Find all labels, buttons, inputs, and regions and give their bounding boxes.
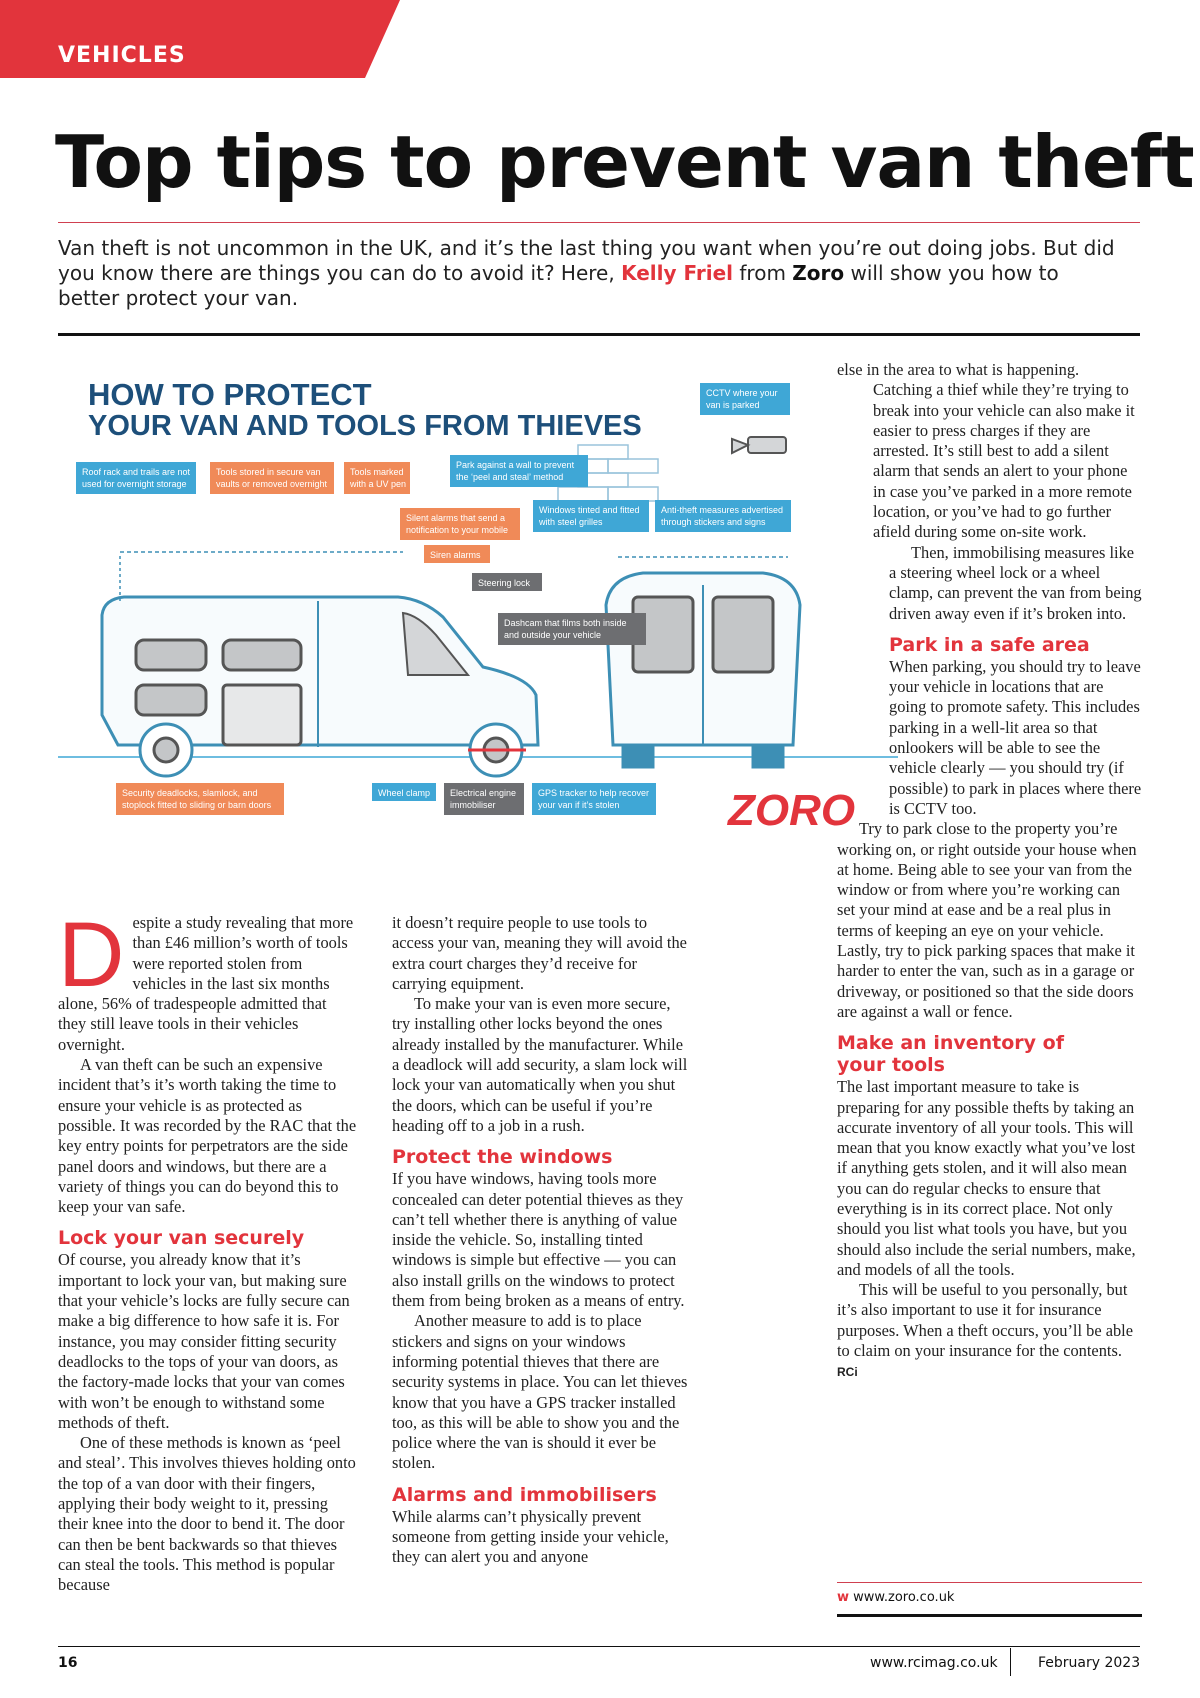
svg-text:used for overnight storage: used for overnight storage — [82, 479, 187, 489]
label-deadlocks — [116, 783, 284, 815]
subheading-lock: Lock your van securely — [58, 1227, 305, 1250]
svg-text:GPS tracker to help recover: GPS tracker to help recover — [538, 788, 650, 798]
article-column-1 — [58, 904, 358, 1596]
intro-divider — [58, 333, 1140, 336]
footer-rule — [58, 1646, 1140, 1647]
svg-text:Tools marked: Tools marked — [350, 467, 404, 477]
subheading-alarms: Alarms and immobilisers — [392, 1483, 657, 1506]
svg-text:Anti-theft measures advertised: Anti-theft measures advertised — [661, 505, 784, 515]
author-name: Kelly Friel — [621, 261, 734, 285]
web-divider-bottom — [837, 1614, 1142, 1617]
paragraph: To make your van is even more secure, try installing other locks beyond the ones already installed by the manufacturer. While a deadlock will add security, a slam lock will lock your van automatically when you shut the doors, which can be useful if you’re heading off to a job in a rush. — [392, 994, 688, 1135]
svg-text:Silent alarms that send a: Silent alarms that send a — [406, 513, 506, 523]
label-park-wall — [450, 455, 588, 487]
cctv-camera-icon — [732, 437, 786, 453]
label-roof-rack — [76, 462, 196, 494]
van-rear-view — [606, 557, 800, 767]
paragraph: While alarms can’t physically prevent someone from getting inside your vehicle, they can alert you and anyone — [392, 1506, 669, 1567]
article-column-2 — [392, 913, 692, 1568]
svg-text:and outside your vehicle: and outside your vehicle — [504, 630, 602, 640]
subheading-park: Park in a safe area — [889, 633, 1090, 656]
svg-text:van is parked: van is parked — [706, 400, 760, 410]
page-title: Top tips to prevent van theft — [55, 120, 1194, 204]
paragraph: The last important measure to take is preparing for any possible thefts by taking an accurate inventory of all your tools. This will mean that you know exactly what you’ve lost if anything gets stolen, and it will also mean you can do regular checks to ensure that everything is in its correct place. Not only should you list what tools you have, but you should also include the serial numbers, make, and models of all the tools. — [837, 1077, 1136, 1279]
svg-text:through stickers and signs: through stickers and signs — [661, 517, 766, 527]
footer-date: February 2023 — [1038, 1655, 1141, 1671]
svg-text:immobiliser: immobiliser — [450, 800, 496, 810]
subheading-windows: Protect the windows — [392, 1146, 613, 1169]
label-dashcam — [498, 613, 646, 645]
svg-text:Electrical engine: Electrical engine — [450, 788, 517, 798]
svg-text:Security deadlocks, slamlock,: Security deadlocks, slamlock, and — [122, 788, 258, 798]
label-silent-alarms — [400, 508, 520, 540]
page-number: 16 — [58, 1655, 78, 1671]
title-divider — [58, 222, 1140, 223]
svg-text:Windows tinted and fitted: Windows tinted and fitted — [539, 505, 640, 515]
footer-site: www.rcimag.co.uk — [870, 1655, 998, 1671]
footer-separator — [1010, 1648, 1011, 1676]
svg-text:Siren alarms: Siren alarms — [430, 550, 481, 560]
paragraph: it doesn’t require people to use tools to access your van, meaning they will avoid the extra court charges they’d receive for carrying equipment. — [392, 913, 687, 993]
web-link[interactable]: w www.zoro.co.uk — [837, 1590, 955, 1605]
label-immobiliser — [444, 783, 524, 815]
svg-text:with a UV pen: with a UV pen — [350, 479, 407, 489]
paragraph: Of course, you already know that it’s important to lock your van, but making sure that your vehicle’s locks are fully secure can make a big difference to how safe it is. For instance, you may consider fitting security deadlocks to the tops of your van doors, as the factory-made locks that your van comes with won’t be enough to withstand some methods of theft. — [58, 1250, 350, 1432]
paragraph: One of these methods is known as ‘peel and steal’. This involves thieves holding onto the top of a van door with their fingers, applying their body weight to it, pressing their knee into the door to bend it. The door can then be bent backwards so that thieves can steal the tools. This method is popular because — [58, 1433, 356, 1595]
web-prefix: w — [837, 1590, 850, 1605]
svg-text:with steel grilles: with steel grilles — [539, 517, 603, 527]
section-tag: VEHICLES — [58, 43, 186, 68]
svg-text:Steering lock: Steering lock — [478, 578, 531, 588]
paragraph: This will be useful to you personally, but it’s also important to use it for insurance purposes. When a theft occurs, you’ll be able to claim on your insurance for the contents. RCi — [837, 1280, 1133, 1380]
label-tools-stored — [210, 462, 334, 494]
svg-text:stoplock fitted to sliding or: stoplock fitted to sliding or barn doors — [122, 800, 272, 810]
standfirst: Van theft is not uncommon in the UK, and it’s the last thing you want when you’re out doing jobs. But did you know there are things you can do to avoid it? Here, Kelly Friel from Zoro will show you how to better protect your van. — [58, 236, 1115, 310]
svg-text:Park against a wall to prevent: Park against a wall to prevent — [456, 460, 575, 470]
svg-text:vaults or removed overnight: vaults or removed overnight — [216, 479, 328, 489]
label-cctv — [700, 383, 790, 415]
svg-text:Roof rack and trails are not: Roof rack and trails are not — [82, 467, 191, 477]
label-anti-theft — [655, 500, 791, 532]
label-windows-tinted — [533, 500, 649, 532]
label-tools-marked — [344, 462, 410, 494]
infographic-heading-1: HOW TO PROTECT — [88, 377, 372, 412]
paragraph: Try to park close to the property you’re working on, or right outside your house when at home. Being able to see your van from the window or from where you’re working can set your mind at ease and be a real plus in terms of keeping an eye on your vehicle. Lastly, try to pick parking spaces that make it harder to enter the van, such as in a garage or driveway, or positioned so that the side doors are against a wall or fence. — [837, 819, 1137, 1021]
paragraph: A van theft can be such an expensive incident that’s it’s worth taking the time to ensure your vehicle is as protected as possible. It was recorded by the RAC that the key entry points for perpetrators are the side panel doors and windows, but there are a variety of things you can do beyond this to keep your van safe. — [58, 1055, 357, 1217]
svg-text:CCTV where your: CCTV where your — [706, 388, 778, 398]
paragraph: espite a study revealing that more than £46 million’s worth of tools were reported stolen from vehicles in the last six months alone, 56% of tradespeople admitted that they still leave tools in their vehicles overnight. — [58, 913, 354, 1054]
paragraph: If you have windows, having tools more concealed can deter potential thieves as they can’t tell whether there is anything of value inside the vehicle. So, installing tinted windows is simple but effective — you can also install grills on the windows to protect them from being broken as a means of entry. — [392, 1169, 685, 1311]
svg-text:Wheel clamp: Wheel clamp — [378, 788, 431, 798]
drop-cap: D — [58, 904, 125, 1006]
company-name: Zoro — [792, 261, 845, 285]
paragraph: Another measure to add is to place stickers and signs on your windows informing potential thieves that there are security systems in place. You can let thieves know that you have a GPS tracker installed too, as this will be able to show you and the police where the van is should it ever be stolen. — [392, 1311, 688, 1473]
paragraph: Then, immobilising measures like a steering wheel lock or a wheel clamp, can prevent the van from being driven away even if it’s broken into. — [889, 542, 1142, 623]
article-column-3 — [837, 360, 1142, 1383]
infographic-heading-2: YOUR VAN AND TOOLS FROM THIEVES — [88, 410, 642, 442]
svg-text:Tools stored in secure van: Tools stored in secure van — [216, 467, 321, 477]
infographic — [58, 345, 898, 905]
label-siren — [424, 545, 490, 563]
label-steering-lock — [472, 573, 542, 591]
svg-text:Dashcam that films both inside: Dashcam that films both inside — [504, 618, 627, 628]
label-gps — [532, 783, 656, 815]
web-divider-top — [837, 1582, 1142, 1583]
paragraph: else in the area to what is happening. Catching a thief while they’re trying to break into your vehicle can also make it easier to press charges if they are arrested. It’s still best to add a silent alarm that sends an alert to your phone in case you’ve parked in a more remote location, or you’ve had to go further afield during some on-site work. — [837, 360, 1135, 542]
zoro-logo: ZORO — [728, 786, 856, 835]
label-wheel-clamp — [372, 783, 436, 801]
svg-text:the ‘peel and steal’ method: the ‘peel and steal’ method — [456, 472, 564, 482]
paragraph: When parking, you should try to leave your vehicle in locations that are going to promote safety. This includes parking in a well-lit area so that onlookers will be able to see the vehicle clearly — you should try (if possible) to park in places where there is CCTV too. — [889, 656, 1142, 818]
svg-text:notification to your mobile: notification to your mobile — [406, 525, 509, 535]
subheading-inventory: Make an inventory of your tools — [837, 1032, 1064, 1077]
svg-text:your van if it’s stolen: your van if it’s stolen — [538, 800, 620, 810]
end-mark: RCi — [837, 1365, 858, 1380]
